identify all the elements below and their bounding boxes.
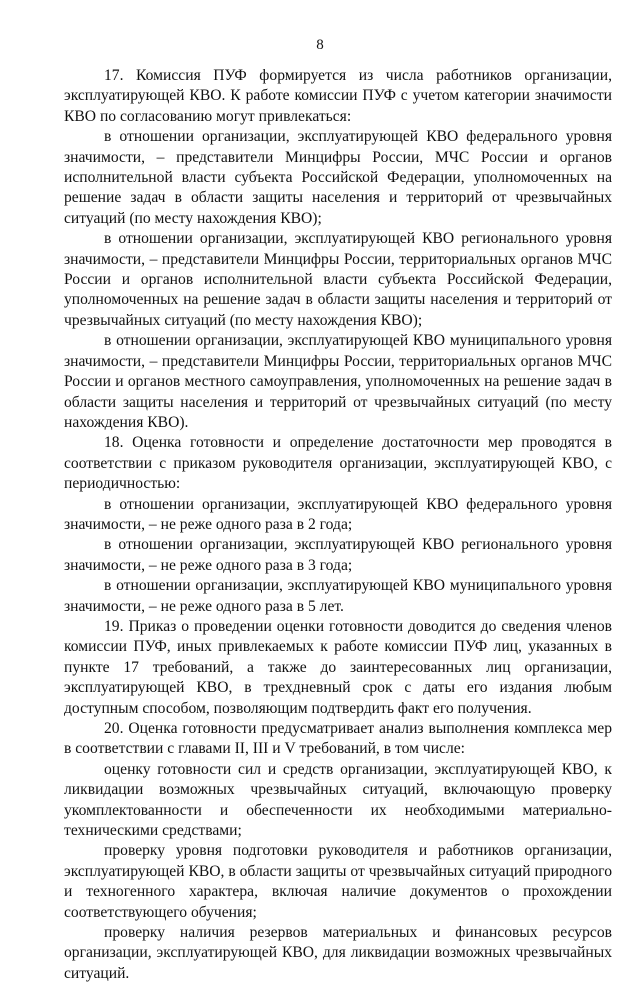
page-number: 8	[316, 37, 324, 53]
paragraph-17-municipal: в отношении организации, эксплуатирующей КВО муниципального уровня значимости, – представители Минцифры России, территориальных органов МЧС России и органов местного самоуправления, уполномоченных на решение задач в области защиты населения и территорий от чрезвычайных ситуаций (по месту нахождения КВО).	[64, 332, 612, 431]
paragraph-18-intro: 18. Оценка готовности и определение достаточности мер проводятся в соответствии с приказом руководителя организации, эксплуатирующей КВО, с периодичностью:	[64, 434, 612, 493]
paragraph-17-regional: в отношении организации, эксплуатирующей КВО регионального уровня значимости, – представители Минцифры России, территориальных органов МЧС России и органов исполнительной власти субъекта Российской Федерации, уполномоченных на решение задач в области защиты населения и территорий от чрезвычайных ситуаций (по месту нахождения КВО);	[64, 230, 612, 329]
paragraph-19: 19. Приказ о проведении оценки готовности доводится до сведения членов комиссии ПУФ, иных привлекаемых к работе комиссии ПУФ лиц, указанных в пункте 17 требований, а также до заинтересованных лиц организации, эксплуатирующей КВО, в трехдневный срок с даты его издания любым доступным способом, позволяющим подтвердить факт его получения.	[64, 617, 612, 717]
paragraph-17-federal: в отношении организации, эксплуатирующей КВО федерального уровня значимости, – представители Минцифры России, МЧС России и органов исполнительной власти субъекта Российской Федерации, уполномоченных на решение задач в области защиты населения и территорий от чрезвычайных ситуаций (по месту нахождения КВО);	[64, 128, 612, 227]
paragraph-20-intro: 20. Оценка готовности предусматривает анализ выполнения комплекса мер в соответствии с главами II, III и V требований, в том числе:	[64, 720, 612, 758]
paragraph-17-intro: 17. Комиссия ПУФ формируется из числа работников организации, эксплуатирующей КВО. К работе комиссии ПУФ с учетом категории значимости КВО по согласованию могут привлекаться:	[64, 67, 612, 125]
paragraph-20-training: проверку уровня подготовки руководителя и работников организации, эксплуатирующей КВО, в области защиты от чрезвычайных ситуаций природного и техногенного характера, включая наличие документов о прохождении соответствующего обучения;	[64, 842, 612, 921]
paragraph-20-forces: оценку готовности сил и средств организации, эксплуатирующей КВО, к ликвидации возможных чрезвычайных ситуаций, включающую проверку укомплектованности и обеспеченности их необходимыми материально-техническими средствами;	[64, 760, 612, 840]
paragraph-18-regional: в отношении организации, эксплуатирующей КВО регионального уровня значимости, – не реже одного раза в 3 года;	[64, 536, 612, 574]
document-body	[64, 66, 612, 984]
paragraph-18-federal: в отношении организации, эксплуатирующей КВО федерального уровня значимости, – не реже одного раза в 2 года;	[64, 495, 612, 533]
paragraph-20-reserves: проверку наличия резервов материальных и финансовых ресурсов организации, эксплуатирующей КВО, для ликвидации возможных чрезвычайных ситуаций.	[64, 924, 612, 982]
paragraph-18-municipal: в отношении организации, эксплуатирующей КВО муниципального уровня значимости, – не реже одного раза в 5 лет.	[64, 577, 612, 615]
